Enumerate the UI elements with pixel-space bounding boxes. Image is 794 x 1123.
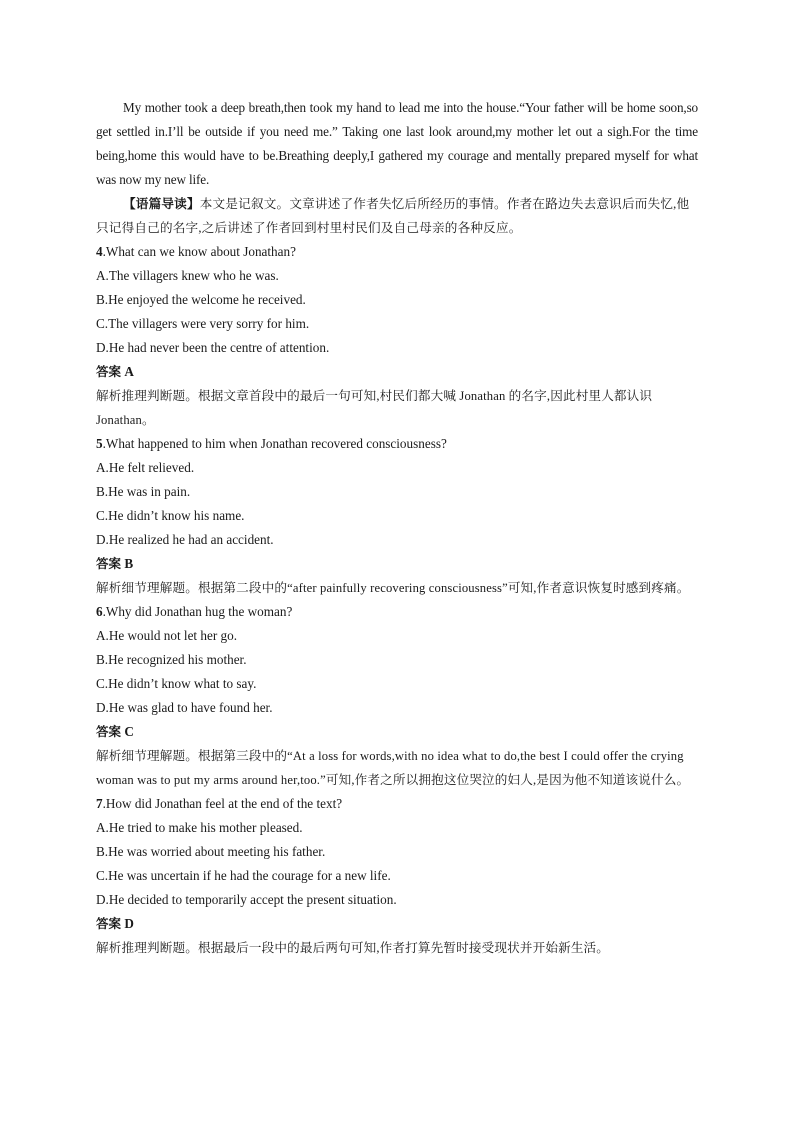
- explanation: 解析细节理解题。根据第三段中的“At a loss for words,with no idea what to do,the best I could offer the crying woman was to put my arms around her,too.”可知,作者之所以拥抱这位哭泣的妇人,是因为他不知道该说什么。: [96, 749, 690, 787]
- question-text: .How did Jonathan feel at the end of the text?: [102, 796, 343, 811]
- explanation: 解析细节理解题。根据第二段中的“after painfully recovering consciousness”可知,作者意识恢复时感到疼痛。: [96, 581, 690, 595]
- question-stem: [96, 792, 698, 816]
- question-number: 6: [96, 604, 103, 619]
- question-number: 7: [96, 796, 103, 811]
- option-d: D.He was glad to have found her.: [96, 700, 273, 715]
- question-text: .What can we know about Jonathan?: [102, 244, 296, 259]
- option-b: B.He enjoyed the welcome he received.: [96, 292, 306, 307]
- answer-label: 答案: [96, 724, 122, 739]
- question-7: [96, 792, 698, 960]
- option-a: A.The villagers knew who he was.: [96, 268, 279, 283]
- option-b: B.He was worried about meeting his father.: [96, 844, 326, 859]
- answer-line: [96, 552, 698, 576]
- answer-value: A: [124, 364, 134, 379]
- answer-line: [96, 720, 698, 744]
- answer-value: B: [124, 556, 134, 571]
- explanation: 解析推理判断题。根据最后一段中的最后两句可知,作者打算先暂时接受现状并开始新生活。: [96, 941, 610, 955]
- question-stem: [96, 240, 698, 264]
- option-c: C.He didn’t know his name.: [96, 508, 245, 523]
- option-b: B.He recognized his mother.: [96, 652, 247, 667]
- option-c: C.He didn’t know what to say.: [96, 676, 257, 691]
- document-page: [96, 96, 698, 960]
- option-d: D.He had never been the centre of attention.: [96, 340, 330, 355]
- question-stem: [96, 432, 698, 456]
- answer-label: 答案: [96, 364, 122, 379]
- question-4: [96, 240, 698, 432]
- answer-value: D: [124, 916, 134, 931]
- option-a: A.He tried to make his mother pleased.: [96, 820, 303, 835]
- answer-line: [96, 360, 698, 384]
- option-d: D.He decided to temporarily accept the present situation.: [96, 892, 397, 907]
- explanation: 解析推理判断题。根据文章首段中的最后一句可知,村民们都大喊 Jonathan 的名字,因此村里人都认识 Jonathan。: [96, 389, 653, 427]
- question-stem: [96, 600, 698, 624]
- answer-label: 答案: [96, 916, 122, 931]
- question-text: .Why did Jonathan hug the woman?: [102, 604, 293, 619]
- option-a: A.He would not let her go.: [96, 628, 238, 643]
- option-c: C.He was uncertain if he had the courage for a new life.: [96, 868, 391, 883]
- passage-paragraph: My mother took a deep breath,then took my hand to lead me into the house.“Your father will be home soon,so get settled in.I’ll be outside if you need me.” Taking one last look around,my mother let out a sigh.For the time being,home this would have to be.Breathing deeply,I gathered my courage and mentally prepared myself for what was now my new life.: [96, 100, 698, 187]
- question-5: [96, 432, 698, 600]
- option-b: B.He was in pain.: [96, 484, 191, 499]
- option-a: A.He felt relieved.: [96, 460, 195, 475]
- question-6: [96, 600, 698, 792]
- reading-guide-text: 本文是记叙文。文章讲述了作者失忆后所经历的事情。作者在路边失去意识后而失忆,他只记得自己的名字,之后讲述了作者回到村里村民们及自己母亲的各种反应。: [96, 197, 690, 235]
- option-d: D.He realized he had an accident.: [96, 532, 274, 547]
- option-c: C.The villagers were very sorry for him.: [96, 316, 310, 331]
- answer-line: [96, 912, 698, 936]
- reading-guide: [96, 192, 698, 240]
- question-text: .What happened to him when Jonathan recovered consciousness?: [102, 436, 447, 451]
- answer-label: 答案: [96, 556, 122, 571]
- answer-value: C: [124, 724, 134, 739]
- question-number: 4: [96, 244, 103, 259]
- question-number: 5: [96, 436, 103, 451]
- reading-guide-tag: 【语篇导读】: [123, 197, 200, 211]
